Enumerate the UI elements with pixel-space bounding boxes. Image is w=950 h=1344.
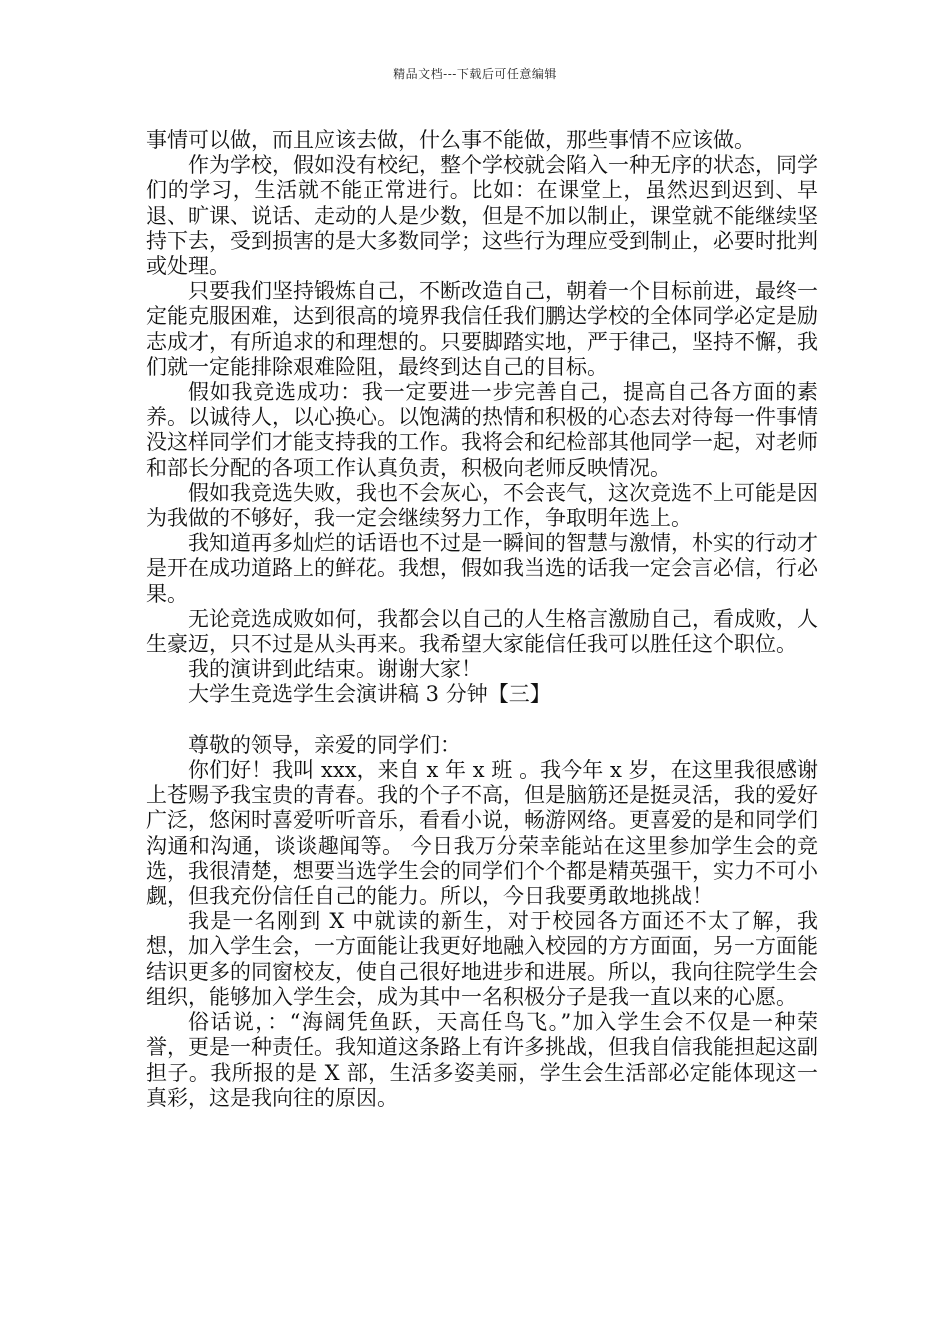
paragraph: 只要我们坚持锻炼自己，不断改造自己，朝着一个目标前进，最终一定能克服困难，达到很高的境界我信任我们鹏达学校的全体同学必定是励志成才，有所追求的和理想的。只要脚踏实地，严于律己，坚持不懈，我们就一定能排除艰难险阻，最终到达自己的目标。	[146, 279, 818, 379]
blank-line	[146, 708, 818, 733]
document-body	[146, 128, 818, 1111]
paragraph: 假如我竞选失败，我也不会灰心，不会丧气，这次竞选不上可能是因为我做的不够好，我一定会继续努力工作，争取明年选上。	[146, 480, 818, 531]
paragraph: 我的演讲到此结束。谢谢大家！	[188, 657, 482, 682]
paragraph: 假如我竞选成功：我一定要进一步完善自己，提高自己各方面的素养。以诚待人，以心换心。以饱满的热情和积极的心态去对待每一件事情没这样同学们才能支持我的工作。我将会和纪检部其他同学一起，对老师和部长分配的各项工作认真负责，积极向老师反映情况。	[146, 380, 818, 480]
page-header: 精品文档---下载后可任意编辑	[393, 67, 557, 81]
paragraph: 作为学校，假如没有校纪，整个学校就会陷入一种无序的状态，同学们的学习，生活就不能正常进行。比如：在课堂上，虽然迟到迟到、早退、旷课、说话、走动的人是少数，但是不加以制止，课堂就不能继续坚持下去，受到损害的是大多数同学；这些行为理应受到制止，必要时批判或处理。	[146, 153, 818, 279]
paragraph: 我知道再多灿烂的话语也不过是一瞬间的智慧与激情，朴实的行动才是开在成功道路上的鲜花。我想，假如我当选的话我一定会言必信，行必果。	[146, 531, 818, 606]
paragraph: 事情可以做，而且应该去做，什么事不能做，那些事情不应该做。	[146, 128, 755, 152]
paragraph: 你们好！我叫 xxx，来自 x 年 x 班 。我今年 x 岁，在这里我很感谢上苍赐予我宝贵的青春。我的个子不高，但是脑筋还是挺灵活，我的爱好广泛，悠闲时喜爱听听音乐，看看小说，畅游网络。更喜爱的是和同学们沟通和沟通，谈谈趣闻等。 今日我万分荣幸能站在这里参加学生会的竞选，我很清楚，想要当选学生会的同学们个个都是精英强干，实力不可小觑，但我充份信任自己的能力。所以，今日我要勇敢地挑战！	[146, 758, 818, 909]
paragraph: 我是一名刚到 X 中就读的新生，对于校园各方面还不太了解，我想，加入学生会，一方面能让我更好地融入校园的方方面面，另一方面能结识更多的同窗校友，使自己很好地进步和进展。所以，我向往院学生会组织，能够加入学生会，成为其中一名积极分子是我一直以来的心愿。	[146, 909, 818, 1009]
salutation: 尊敬的领导，亲爱的同学们：	[188, 732, 461, 757]
section-heading: 大学生竞选学生会演讲稿 3 分钟【三】	[188, 682, 551, 707]
paragraph: 俗话说，：“海阔凭鱼跃，天高任鸟飞。”加入学生会不仅是一种荣誉，更是一种责任。我知道这条路上有许多挑战，但我自信我能担起这副担子。我所报的是 X 部，生活多姿美丽，学生会生活部必定能体现这一真彩，这是我向往的原因。	[146, 1010, 818, 1110]
paragraph: 无论竞选成败如何，我都会以自己的人生格言激励自己，看成败，人生豪迈，只不过是从头再来。我希望大家能信任我可以胜任这个职位。	[146, 606, 818, 657]
